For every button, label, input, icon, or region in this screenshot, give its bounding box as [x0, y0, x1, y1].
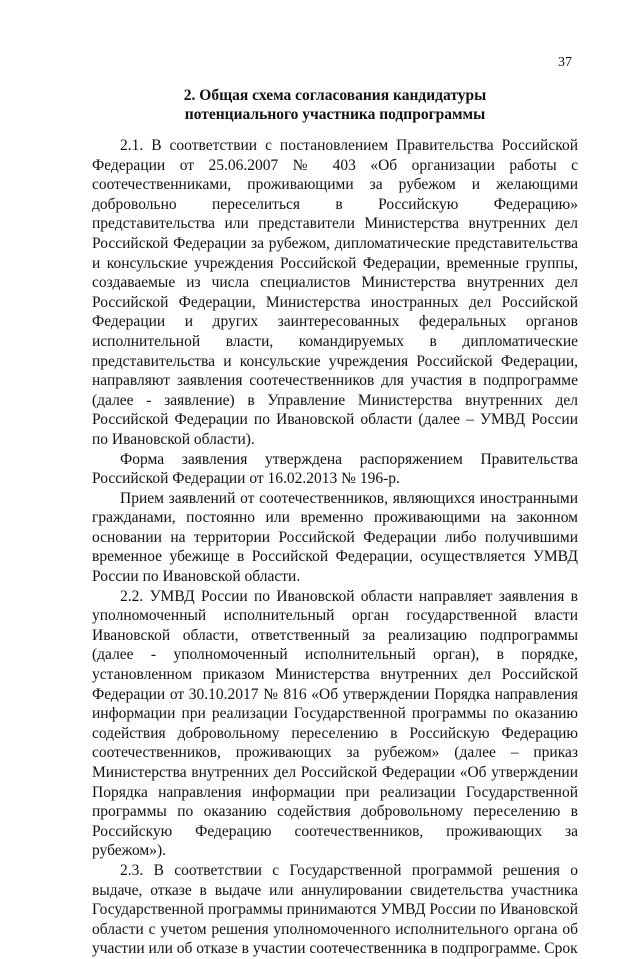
page-number: 37 [558, 55, 572, 70]
document-body [92, 136, 578, 959]
section-heading-line-2: потенциального участника подпрограммы [184, 106, 486, 123]
paragraph-2-2: 2.2. УМВД России по Ивановской области направляет заявления в уполномоченный исполнительный орган государственной власти Ивановской области, ответственный за реализацию подпрограммы (далее - уполномоченный исполнительный орган), в порядке, установленном приказом Министерства внутренних дел Российской Федерации от 30.10.2017 № 816 «Об утверждении Порядка направления информации при реализации Государственной программы по оказанию содействия добровольному переселению в Российскую Федерацию соотечественников, проживающих за рубежом» (далее – приказ Министерства внутренних дел Российской Федерации «Об утверждении Порядка направления информации при реализации Государственной программы по оказанию содействия добровольному переселению в Российскую Федерацию соотечественников, проживающих за рубежом»). [92, 587, 578, 860]
paragraph-application-reception: Прием заявлений от соотечественников, являющихся иностранными гражданами, постоянно или временно проживающими на законном основании на территории Российской Федерации либо получившими временное убежище в Российской Федерации, осуществляется УМВД России по Ивановской области. [92, 489, 578, 586]
paragraph-application-form: Форма заявления утверждена распоряжением Правительства Российской Федерации от 16.02.2013 № 196-р. [92, 450, 578, 488]
paragraph-2-3: 2.3. В соответствии с Государственной программой решения о выдаче, отказе в выдаче или аннулировании свидетельства участника Государственной программы принимаются УМВД России по Ивановской области с учетом решения уполномоченного исполнительного органа об участии или об отказе в участии соотечественника в подпрограмме. Срок [92, 861, 578, 958]
section-heading-line-1: 2. Общая схема согласования кандидатуры [183, 87, 487, 104]
paragraph-2-1: 2.1. В соответствии с постановлением Правительства Российской Федерации от 25.06.2007 № 403 «Об организации работы с соотечественниками, проживающими за рубежом и желающими добровольно переселиться в Российскую Федерацию» представительства или представители Министерства внутренних дел Российской Федерации за рубежом, дипломатические представительства и консульские учреждения Российской Федерации, временные группы, создаваемые из числа специалистов Министерства внутренних дел Российской Федерации, Министерства иностранных дел Российской Федерации и других заинтересованных федеральных органов исполнительной власти, командируемых в дипломатические представительства и консульские учреждения Российской Федерации, направляют заявления соотечественников для участия в подпрограмме (далее - заявление) в Управление Министерства внутренних дел Российской Федерации по Ивановской области (далее – УМВД России по Ивановской области). [92, 137, 578, 448]
section-heading [92, 86, 578, 124]
